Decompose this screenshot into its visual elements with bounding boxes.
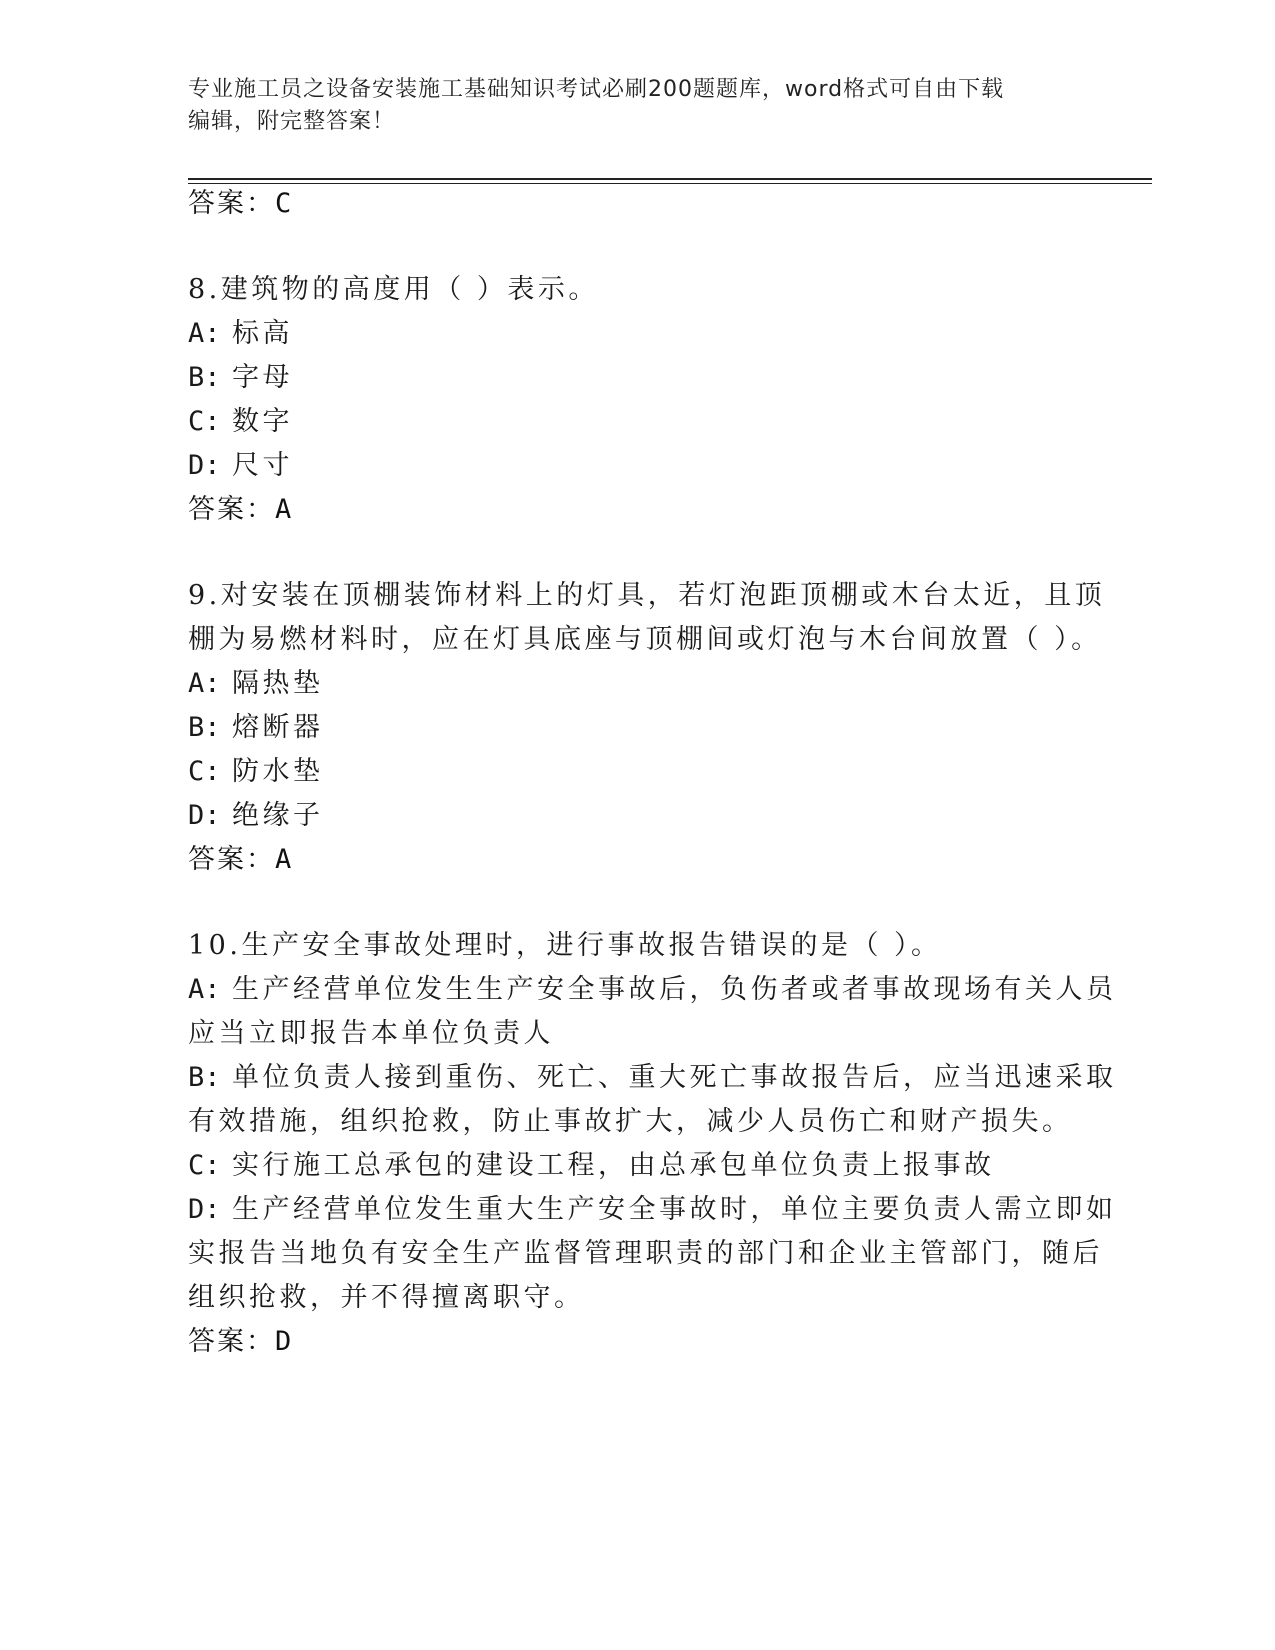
q9-option-a	[188, 666, 324, 702]
q9-option-b	[188, 710, 324, 746]
option-text: 实行施工总承包的建设工程，由总承包单位负责上报事故	[232, 1150, 995, 1181]
answer-label: 答案：	[188, 188, 275, 219]
document-header	[188, 74, 1068, 138]
option-key: D:	[188, 450, 221, 481]
answer-value: A	[275, 494, 294, 525]
question-10-stem: 10.生产安全事故处理时，进行事故报告错误的是（ ）。	[188, 930, 942, 961]
q10-option-b-line2: 有效措施，组织抢救，防止事故扩大，减少人员伤亡和财产损失。	[188, 1106, 1073, 1137]
q9-option-d	[188, 798, 324, 834]
q10-option-d-line3: 组织抢救，并不得擅离职守。	[188, 1282, 585, 1313]
option-key: A:	[188, 318, 221, 349]
answer-value: D	[275, 1326, 294, 1357]
option-key: C:	[188, 406, 221, 437]
answer-value: C	[275, 188, 294, 219]
answer-label: 答案：	[188, 1326, 275, 1357]
option-key: A:	[188, 974, 221, 1005]
option-text: 熔断器	[232, 712, 324, 743]
option-text: 隔热垫	[232, 668, 324, 699]
question-9-stem-line2: 棚为易燃材料时，应在灯具底座与顶棚间或灯泡与木台间放置（ ）。	[188, 624, 1102, 655]
option-text: 绝缘子	[232, 800, 324, 831]
option-key: C:	[188, 1150, 221, 1181]
answer-prev	[188, 186, 293, 222]
option-key: C:	[188, 756, 221, 787]
q8-option-c	[188, 404, 293, 440]
header-rule-thin	[188, 183, 1152, 184]
q8-option-a	[188, 316, 293, 352]
option-text: 字母	[232, 362, 293, 393]
q10-option-d-line1	[188, 1192, 1117, 1228]
option-key: D:	[188, 1194, 221, 1225]
answer-q8	[188, 492, 293, 528]
option-text: 生产经营单位发生重大生产安全事故时，单位主要负责人需立即如	[232, 1194, 1117, 1225]
q10-option-c-line1	[188, 1148, 995, 1184]
header-title-line1: 专业施工员之设备安装施工基础知识考试必刷200题题库，word格式可自由下载	[188, 77, 1005, 102]
option-text: 尺寸	[232, 450, 293, 481]
header-rule-thick	[188, 178, 1152, 180]
header-title-line2: 编辑，附完整答案！	[188, 109, 396, 134]
answer-value: A	[275, 844, 294, 875]
option-text: 标高	[232, 318, 293, 349]
question-9-stem-line1: 9.对安装在顶棚装饰材料上的灯具，若灯泡距顶棚或木台太近，且顶	[188, 580, 1106, 611]
option-key: A:	[188, 668, 221, 699]
option-key: B:	[188, 362, 221, 393]
q10-option-d-line2: 实报告当地负有安全生产监督管理职责的部门和企业主管部门，随后	[188, 1238, 1103, 1269]
option-text: 防水垫	[232, 756, 324, 787]
answer-label: 答案：	[188, 494, 275, 525]
question-8-stem: 8.建筑物的高度用（ ）表示。	[188, 274, 599, 305]
option-text: 单位负责人接到重伤、死亡、重大死亡事故报告后，应当迅速采取	[232, 1062, 1117, 1093]
q9-option-c	[188, 754, 324, 790]
answer-label: 答案：	[188, 844, 275, 875]
option-text: 数字	[232, 406, 293, 437]
option-key: B:	[188, 1062, 221, 1093]
answer-q10	[188, 1324, 293, 1360]
q10-option-b-line1	[188, 1060, 1117, 1096]
q8-option-b	[188, 360, 293, 396]
q10-option-a-line2: 应当立即报告本单位负责人	[188, 1018, 554, 1049]
q10-option-a-line1	[188, 972, 1117, 1008]
q8-option-d	[188, 448, 293, 484]
answer-q9	[188, 842, 293, 878]
option-key: D:	[188, 800, 221, 831]
option-key: B:	[188, 712, 221, 743]
option-text: 生产经营单位发生生产安全事故后，负伤者或者事故现场有关人员	[232, 974, 1117, 1005]
